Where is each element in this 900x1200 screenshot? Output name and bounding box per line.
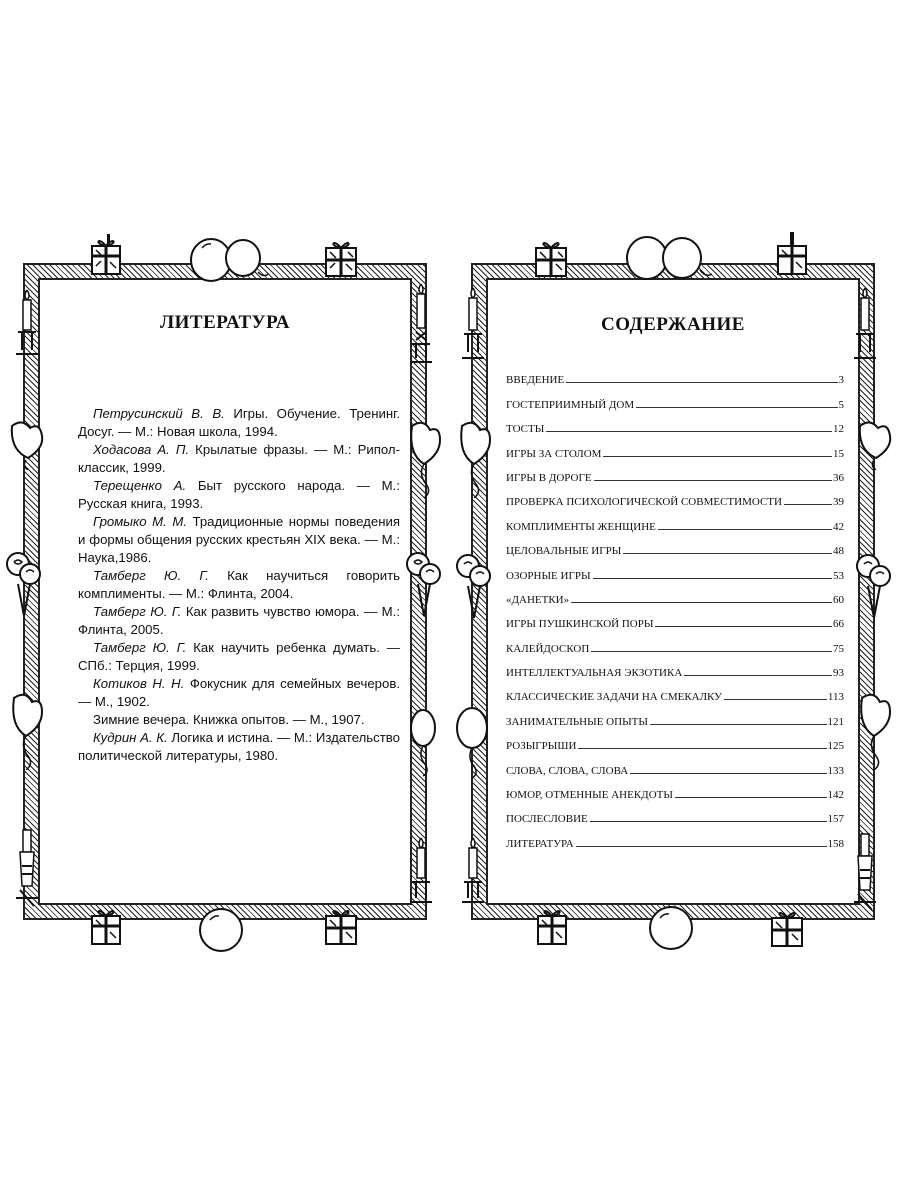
toc-leader-line: [650, 723, 827, 725]
toc-item-page: 157: [827, 813, 844, 826]
rose-bouquet-icon: [854, 552, 894, 622]
toc-item-page: 93: [833, 667, 844, 680]
bibliography-entry: [78, 639, 400, 675]
toc-item: [506, 484, 844, 508]
left-page: [38, 278, 412, 905]
toc-item-label: ИГРЫ ПУШКИНСКОЙ ПОРЫ: [506, 618, 654, 631]
toc-item-page: 53: [833, 569, 844, 582]
toc-item-page: 48: [833, 545, 844, 558]
balloon-icon: [646, 904, 696, 954]
balloon-icon: [624, 234, 716, 288]
gift-box-icon: [532, 238, 570, 278]
toc-item-page: 158: [827, 837, 844, 850]
table-of-contents: [506, 362, 844, 850]
toc-leader-line: [594, 479, 832, 481]
champagne-icon: [408, 836, 434, 906]
rose-bouquet-icon: [404, 550, 444, 620]
toc-leader-line: [593, 577, 832, 579]
balloon-icon: [188, 236, 270, 286]
entry-author: Тамберг Ю. Г.: [93, 568, 209, 583]
toc-item-label: ВВЕДЕНИЕ: [506, 374, 565, 387]
toc-item: [506, 582, 844, 606]
bibliography-entry: [78, 729, 400, 765]
toc-leader-line: [576, 845, 827, 847]
bibliography-entry: [78, 441, 400, 477]
toc-item-label: КОМПЛИМЕНТЫ ЖЕНЩИНЕ: [506, 520, 656, 533]
toc-item-page: 113: [827, 691, 844, 704]
bibliography-entry: [78, 567, 400, 603]
toc-item-page: 75: [833, 642, 844, 655]
toc-leader-line: [590, 820, 827, 822]
toc-leader-line: [566, 381, 837, 383]
toc-leader-line: [724, 698, 827, 700]
gift-box-icon: [768, 908, 806, 948]
entry-author: Ходасова А. П.: [93, 442, 190, 457]
toc-item-page: 142: [827, 789, 844, 802]
entry-author: Громыко М. М.: [93, 514, 187, 529]
toc-item: [506, 508, 844, 532]
toc-item-label: СЛОВА, СЛОВА, СЛОВА: [506, 764, 629, 777]
champagne-icon: [852, 830, 878, 914]
toc-item-page: 3: [838, 374, 844, 387]
toc-item: [506, 728, 844, 752]
toc-item-page: 5: [838, 398, 844, 411]
gift-box-icon: [86, 902, 124, 946]
toc-item: [506, 557, 844, 581]
toc-item-label: ОЗОРНЫЕ ИГРЫ: [506, 569, 591, 582]
candle-icon: [14, 288, 40, 360]
bibliography-entry: [78, 477, 400, 513]
toc-item-label: ИГРЫ В ДОРОГЕ: [506, 471, 592, 484]
page-title-contents: СОДЕРЖАНИЕ: [601, 314, 745, 335]
heart-balloon-icon: [854, 418, 894, 470]
toc-leader-line: [591, 650, 832, 652]
heart-balloon-icon: [454, 418, 494, 498]
page-title-literature: ЛИТЕРАТУРА: [159, 312, 291, 333]
toc-item-label: ЮМОР, ОТМЕННЫЕ АНЕКДОТЫ: [506, 789, 673, 802]
candle-icon: [852, 286, 878, 366]
toc-item-label: РОЗЫГРЫШИ: [506, 740, 577, 753]
rose-bouquet-icon: [4, 550, 44, 620]
toc-leader-line: [675, 796, 827, 798]
toc-item: [506, 825, 844, 849]
toc-item: [506, 703, 844, 727]
toc-item: [506, 435, 844, 459]
champagne-icon: [14, 826, 40, 910]
toc-item-label: ПРОВЕРКА ПСИХОЛОГИЧЕСКОЙ СОВМЕСТИМОСТИ: [506, 496, 782, 509]
entry-text: Игры. Обучение. Тренинг. Досуг. — М.: Новая школа, 1994.: [78, 406, 400, 439]
entry-text: Как научить ребенка думать. — СПб.: Терция, 1999.: [78, 640, 400, 673]
toc-item-page: 39: [833, 496, 844, 509]
toc-item-label: ЗАНИМАТЕЛЬНЫЕ ОПЫТЫ: [506, 715, 648, 728]
toc-item-label: ИНТЕЛЛЕКТУАЛЬНАЯ ЭКЗОТИКА: [506, 667, 683, 680]
entry-author: Кудрин А. К.: [93, 730, 168, 745]
toc-item: [506, 411, 844, 435]
entry-author: Петрусинский В. В.: [93, 406, 225, 421]
toc-leader-line: [658, 528, 832, 530]
gift-box-icon: [532, 902, 570, 946]
toc-item-label: «ДАНЕТКИ»: [506, 593, 570, 606]
toc-item-label: ЛИТЕРАТУРА: [506, 837, 574, 850]
toc-item-label: ЦЕЛОВАЛЬНЫЕ ИГРЫ: [506, 545, 622, 558]
entry-author: Терещенко А.: [93, 478, 187, 493]
entry-text: Зимние вечера. Книжка опытов. — М., 1907.: [93, 712, 365, 727]
rose-bouquet-icon: [454, 552, 494, 622]
entry-text: Крылатые фразы. — М.: Рипол-классик, 1999.: [78, 442, 401, 475]
toc-item: [506, 777, 844, 801]
toc-item-label: КЛАССИЧЕСКИЕ ЗАДАЧИ НА СМЕКАЛКУ: [506, 691, 722, 704]
bibliography-entry: [78, 603, 400, 639]
right-page: [486, 278, 860, 905]
heart-balloon-icon: [854, 690, 894, 770]
toc-leader-line: [623, 552, 832, 554]
entry-author: Котиков Н. Н.: [93, 676, 185, 691]
bibliography-entry: [78, 675, 400, 711]
toc-item: [506, 679, 844, 703]
toc-item-page: 12: [833, 423, 844, 436]
toc-item-page: 36: [833, 471, 844, 484]
balloon-icon: [408, 708, 438, 778]
toc-leader-line: [636, 406, 837, 408]
toc-item: [506, 655, 844, 679]
entry-author: Тамберг Ю. Г.: [93, 640, 187, 655]
left-page-frame: [23, 263, 427, 920]
heart-balloon-icon: [6, 690, 46, 770]
bibliography-entry: [78, 513, 400, 567]
toc-leader-line: [655, 625, 832, 627]
right-page-frame: [471, 263, 875, 920]
toc-item: [506, 460, 844, 484]
toc-item-label: ИГРЫ ЗА СТОЛОМ: [506, 447, 602, 460]
toc-leader-line: [784, 503, 832, 505]
toc-item-page: 15: [833, 447, 844, 460]
gift-box-icon: [86, 232, 124, 276]
toc-item-label: ГОСТЕПРИИМНЫЙ ДОМ: [506, 398, 635, 411]
bibliography-entry: [78, 711, 400, 729]
balloon-icon: [454, 706, 490, 778]
toc-item: [506, 801, 844, 825]
entry-author: Тамберг Ю. Г.: [93, 604, 182, 619]
toc-item: [506, 606, 844, 630]
toc-item-page: 133: [827, 764, 844, 777]
toc-item: [506, 362, 844, 386]
entry-text: Фокусник для семейных вечеров. — М., 1902.: [78, 676, 400, 709]
entry-text: Как научиться говорить комплименты. — М.: Флинта, 2004.: [78, 568, 400, 601]
candle-icon: [460, 286, 486, 366]
gift-box-icon: [322, 906, 360, 946]
toc-leader-line: [578, 747, 826, 749]
toc-item-page: 121: [827, 715, 844, 728]
gift-box-icon: [772, 232, 810, 276]
entry-text: Как развить чувство юмора. — М.: Флинта, 2005.: [78, 604, 400, 637]
toc-item: [506, 630, 844, 654]
toc-item: [506, 752, 844, 776]
champagne-icon: [460, 836, 486, 906]
candle-icon: [408, 282, 434, 366]
toc-item-label: ПОСЛЕСЛОВИЕ: [506, 813, 588, 826]
toc-leader-line: [546, 430, 832, 432]
toc-leader-line: [571, 601, 832, 603]
balloon-icon: [196, 906, 246, 956]
toc-leader-line: [684, 674, 832, 676]
toc-item-page: 125: [827, 740, 844, 753]
gift-box-icon: [322, 238, 360, 278]
bibliography-list: [78, 405, 400, 765]
entry-text: Быт русского народа. — М.: Русская книга, 1993.: [78, 478, 401, 511]
toc-item: [506, 533, 844, 557]
toc-leader-line: [603, 455, 832, 457]
toc-leader-line: [630, 772, 826, 774]
heart-balloon-icon: [6, 418, 46, 470]
toc-item: [506, 386, 844, 410]
heart-balloon-icon: [404, 418, 444, 498]
toc-item-label: КАЛЕЙДОСКОП: [506, 642, 590, 655]
bibliography-entry: [78, 405, 400, 441]
toc-item-page: 60: [833, 593, 844, 606]
entry-text: Традиционные нормы поведения и формы общения русских крестьян XIX века. — М.: Наука,1986.: [78, 514, 400, 565]
toc-item-page: 42: [833, 520, 844, 533]
toc-item-label: ТОСТЫ: [506, 423, 545, 436]
toc-item-page: 66: [833, 618, 844, 631]
entry-text: Логика и истина. — М.: Издательство политической литературы, 1980.: [78, 730, 400, 763]
